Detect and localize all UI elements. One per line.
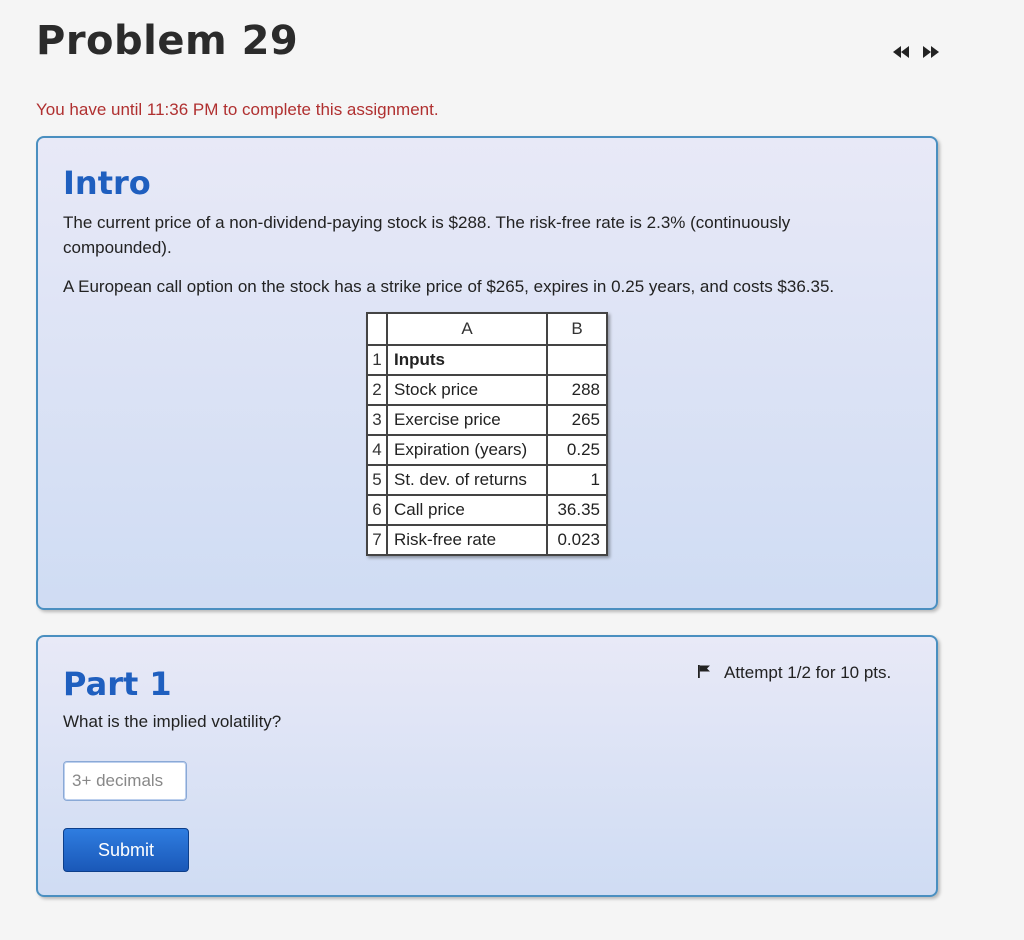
table-row (367, 465, 607, 495)
submit-button[interactable]: Submit (63, 828, 189, 872)
answer-input[interactable] (63, 761, 187, 801)
row-number: 1 (367, 345, 387, 375)
cell-label: Inputs (387, 345, 547, 375)
cell-label: Stock price (387, 375, 547, 405)
question-text: What is the implied volatility? (63, 712, 282, 731)
intro-paragraph-1: The current price of a non-dividend-paying stock is $288. The risk-free rate is 2.3% (continuously compounded). (63, 213, 791, 257)
next-problem-icon[interactable] (920, 42, 942, 62)
row-number: 3 (367, 405, 387, 435)
table-row (367, 375, 607, 405)
problem-navigation (890, 42, 942, 62)
corner-cell (367, 313, 387, 345)
column-header-b: B (547, 313, 607, 345)
table-row (367, 495, 607, 525)
deadline-notice: You have until 11:36 PM to complete this assignment. (36, 100, 439, 119)
row-number: 6 (367, 495, 387, 525)
table-row (367, 525, 607, 555)
cell-value: 265 (547, 405, 607, 435)
attempt-info (698, 663, 891, 683)
part-1-panel (36, 635, 938, 897)
cell-value: 36.35 (547, 495, 607, 525)
table-row (367, 405, 607, 435)
column-header-a: A (387, 313, 547, 345)
intro-heading: Intro (63, 164, 151, 202)
attempt-counter: Attempt 1/2 for 10 pts. (724, 663, 892, 682)
intro-paragraph-2: A European call option on the stock has a strike price of $265, expires in 0.25 years, and costs $36.35. (63, 277, 835, 296)
part-1-heading: Part 1 (63, 665, 172, 703)
cell-value (547, 345, 607, 375)
table-header-row (367, 313, 607, 345)
cell-label: St. dev. of returns (387, 465, 547, 495)
table-row (367, 435, 607, 465)
cell-label: Call price (387, 495, 547, 525)
row-number: 2 (367, 375, 387, 405)
cell-value: 0.25 (547, 435, 607, 465)
cell-value: 0.023 (547, 525, 607, 555)
cell-label: Exercise price (387, 405, 547, 435)
intro-panel (36, 136, 938, 610)
previous-problem-icon[interactable] (890, 42, 912, 62)
row-number: 5 (367, 465, 387, 495)
cell-value: 1 (547, 465, 607, 495)
flag-icon[interactable] (698, 663, 710, 683)
page-title: Problem 29 (36, 18, 299, 64)
table-row (367, 345, 607, 375)
inputs-spreadsheet-table (366, 312, 608, 556)
row-number: 7 (367, 525, 387, 555)
cell-value: 288 (547, 375, 607, 405)
row-number: 4 (367, 435, 387, 465)
cell-label: Risk-free rate (387, 525, 547, 555)
cell-label: Expiration (years) (387, 435, 547, 465)
